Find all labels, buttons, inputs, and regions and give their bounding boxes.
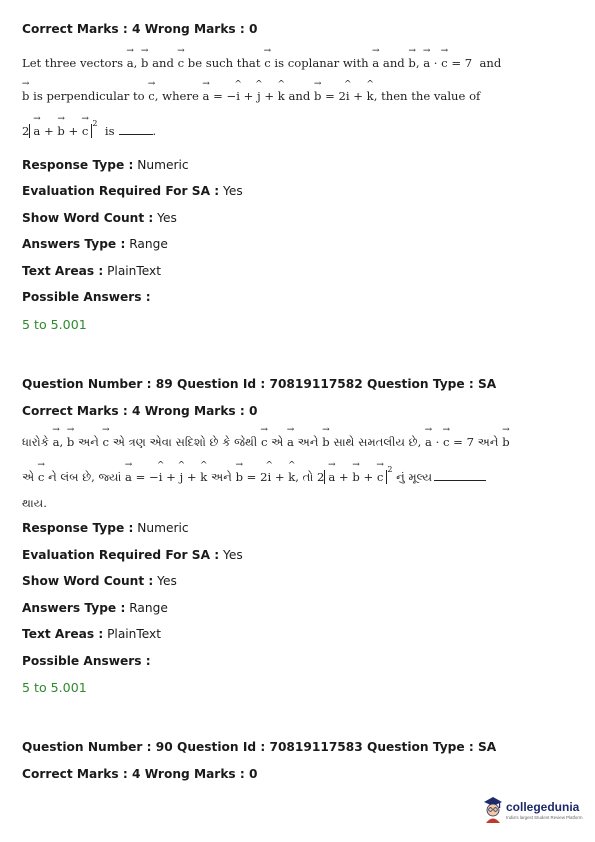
q88-word-count: Show Word Count : Yes [22,211,177,225]
q88-marks: Correct Marks : 4 Wrong Marks : 0 [22,22,258,36]
q89-word-count: Show Word Count : Yes [22,574,177,588]
q89-eval-required: Evaluation Required For SA : Yes [22,548,243,562]
logo-tagline: India's largest Student Review Platform [506,815,583,820]
graduate-mascot-icon [482,794,504,824]
q88-eval-required: Evaluation Required For SA : Yes [22,184,243,198]
q89-marks: Correct Marks : 4 Wrong Marks : 0 [22,404,258,418]
logo-wordmark: collegedunia [506,800,580,814]
q89-response-type: Response Type : Numeric [22,521,189,535]
q88-text-areas: Text Areas : PlainText [22,264,162,278]
q88-answers-type: Answers Type : Range [22,237,168,251]
q88-answer: 5 to 5.001 [22,317,87,332]
q89-answer: 5 to 5.001 [22,680,87,695]
q89-text-areas: Text Areas : PlainText [22,627,162,641]
collegedunia-logo [482,794,582,826]
q90-header: Question Number : 90 Question Id : 70819117583 Question Type : SA [22,740,497,754]
q89-header: Question Number : 89 Question Id : 70819117582 Question Type : SA [22,377,497,391]
q89-text-line-2: એ → c ને લંબ છે, જ્યાં → a = −^ i + ^ j + ^ k અને → b = 2^ i + ^ k, તો 2→ a + → b + → $c^2$ નું મૂલ્ય [22,470,486,485]
q88-possible-answers-label: Possible Answers : [22,290,151,304]
q88-text-line-1: Let three vectors → a, → b and → c be such that → c is coplanar with → a and → b, → a · → c = 7 and [22,56,501,70]
q89-text-line-1: ધારોકે → a, → b અને → c એ ત્રણ એવા સદિશો છે કે જેથી → c એ → a અને → b સાથે સમતલીય છે, → a · → c = 7 અને → b [22,435,510,450]
q88-response-type: Response Type : Numeric [22,158,189,172]
q89-text-line-3: થાય. [22,496,47,510]
q88-text-line-2: → b is perpendicular to → c, where → a = −^ i + ^ j + ^ k and → b = 2^ i + ^ k, then the value of [22,89,480,103]
q89-answers-type: Answers Type : Range [22,601,168,615]
q88-text-line-3: 2→ a + → b + → $c^2$ is . [22,124,156,138]
q90-marks: Correct Marks : 4 Wrong Marks : 0 [22,767,258,781]
q89-possible-answers-label: Possible Answers : [22,654,151,668]
